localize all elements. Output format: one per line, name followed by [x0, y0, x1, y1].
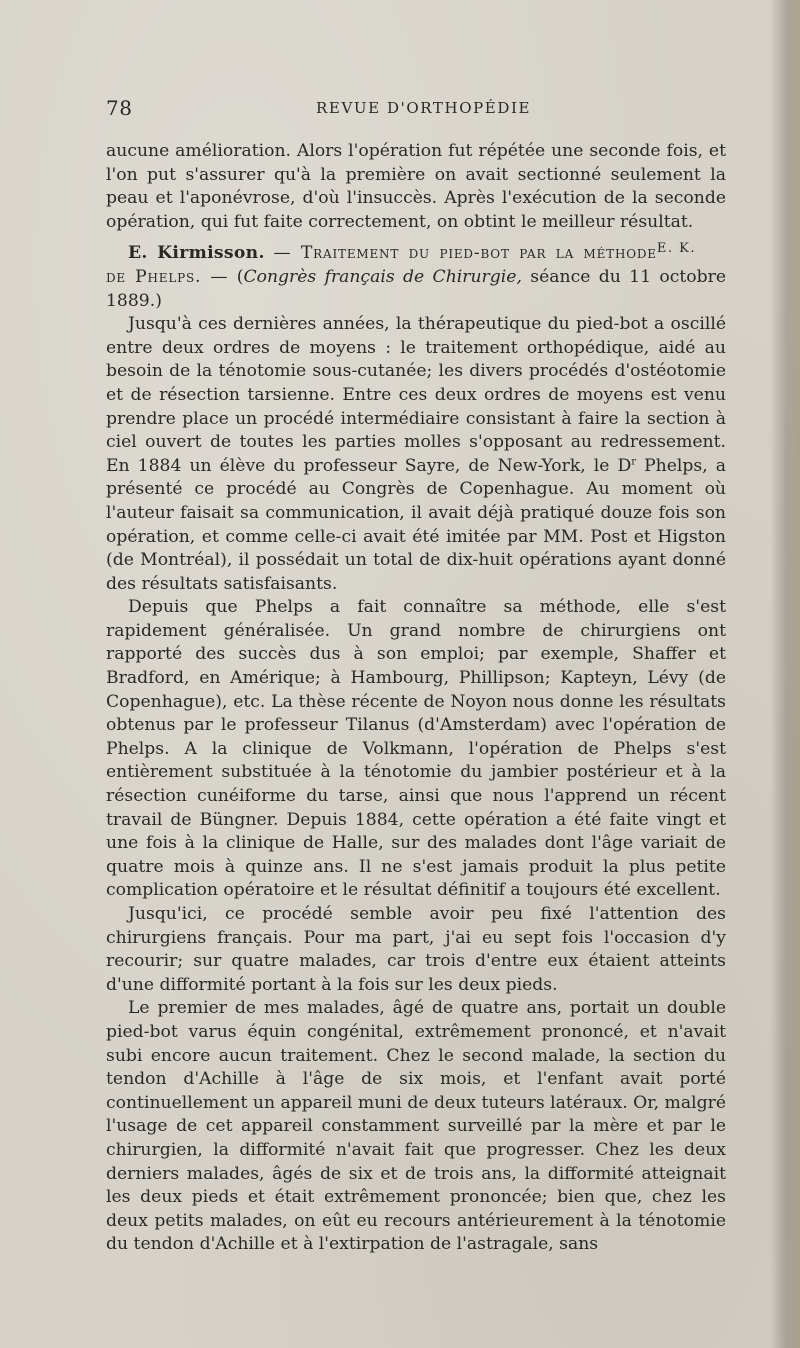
continuation-text: aucune amélioration. Alors l'opération fut répétée une seconde fois, et l'on put s'assurer qu'à la première on avait sectionné seulement la peau et l'aponévrose, d'où l'insuccès. Après l'exécution de la seconde opération, qui fut faite correctement, on obtint le meilleur résultat.: [106, 141, 726, 232]
source-journal: Congrès français de Chirurgie,: [243, 266, 522, 287]
source-open: (: [236, 266, 244, 287]
article-title: — Traitement du pied-bot par la méthode de Phelps. —: [106, 243, 657, 287]
running-title: REVUE D'ORTHOPÉDIE: [316, 99, 532, 117]
paragraph-1: [106, 313, 726, 596]
paragraph-2: Depuis que Phelps a fait connaître sa méthode, elle s'est rapidement généralisée. Un grand nombre de chirurgiens ont rapporté des succès dus à son emploi; par exemple, Shaffer et Bradford, en Amérique; à Hambourg, Phillipson; Kapteyn, Lévy (de Copenhague), etc. La thèse récente de Noyon nous donne les résultats obtenus par le professeur Tilanus (d'Amsterdam) avec l'opération de Phelps. A la clinique de Volkmann, l'opération de Phelps s'est entièrement substituée à la ténotomie du jambier postérieur et à la résection cunéiforme du tarse, ainsi que nous l'apprend un récent travail de Büngner. Depuis 1884, cette opération a été faite vingt et une fois à la clinique de Halle, sur des malades dont l'âge variait de quatre mois à quinze ans. Il ne s'est jamais produit la plus petite complication opératoire et le résultat définitif a toujours été excellent.: [106, 597, 726, 901]
article-heading: [106, 242, 726, 313]
paragraph-3: Jusqu'ici, ce procédé semble avoir peu fixé l'attention des chirurgiens français. Pour ma part, j'ai eu sept fois l'occasion d'y recourir; sur quatre malades, car trois d'entre eux étaient atteints d'une difformité portant à la fois sur les deux pieds.: [106, 904, 726, 995]
paragraph-1-text-b: Phelps, a présenté ce procédé au Congrès de Copenhague. Au moment où l'auteur faisait sa communication, il avait déjà pratiqué douze fois son opération, et comme celle-ci avait été imitée par MM. Post et Higston (de Montréal), il possédait un total de dix-huit opérations ayant donné des résultats satisfaisants.: [106, 455, 726, 594]
page-number: 78: [106, 96, 133, 120]
page-edge-shadow: [770, 0, 800, 1348]
page-header: [106, 96, 726, 120]
author-name: E. Kirmisson.: [128, 243, 265, 264]
paragraph-1-text-a: Jusqu'à ces dernières années, la thérapeutique du pied-bot a oscillé entre deux ordres de moyens : le traitement orthopédique, aidé au besoin de la ténotomie sous-cutanée; les divers procédés d'ostéotomie et de résection tarsienne. Entre ces deux ordres de moyens est venu prendre place un procédé intermédiaire consistant à faire la section à ciel ouvert de toutes les parties molles s'opposant au redressement. En 1884 un élève du professeur Sayre, de New-York, le D: [106, 314, 726, 476]
paragraph-4: Le premier de mes malades, âgé de quatre ans, portait un double pied-bot varus équin congénital, extrêmement prononcé, et n'avait subi encore aucun traitement. Chez le second malade, la section du tendon d'Achille à l'âge de six mois, et l'enfant avait porté continuellement un appareil muni de deux tuteurs latéraux. Or, malgré l'usage de cet appareil constamment surveillé par la mère et par le chirurgien, la difformité n'avait fait que progresser. Chez les deux derniers malades, âgés de six et de trois ans, la difformité atteignait les deux pieds et était extrêmement prononcée; bien que, chez les deux petits malades, on eût eu recours antérieurement à la ténotomie du tendon d'Achille et à l'extirpation de l'astragale, sans: [106, 998, 726, 1255]
article-body: [106, 140, 726, 1257]
source-date: séance du 11 octobre 1889.): [106, 266, 726, 311]
paragraph-1-superscript: r: [631, 455, 637, 467]
signature: E. K.: [656, 241, 696, 257]
